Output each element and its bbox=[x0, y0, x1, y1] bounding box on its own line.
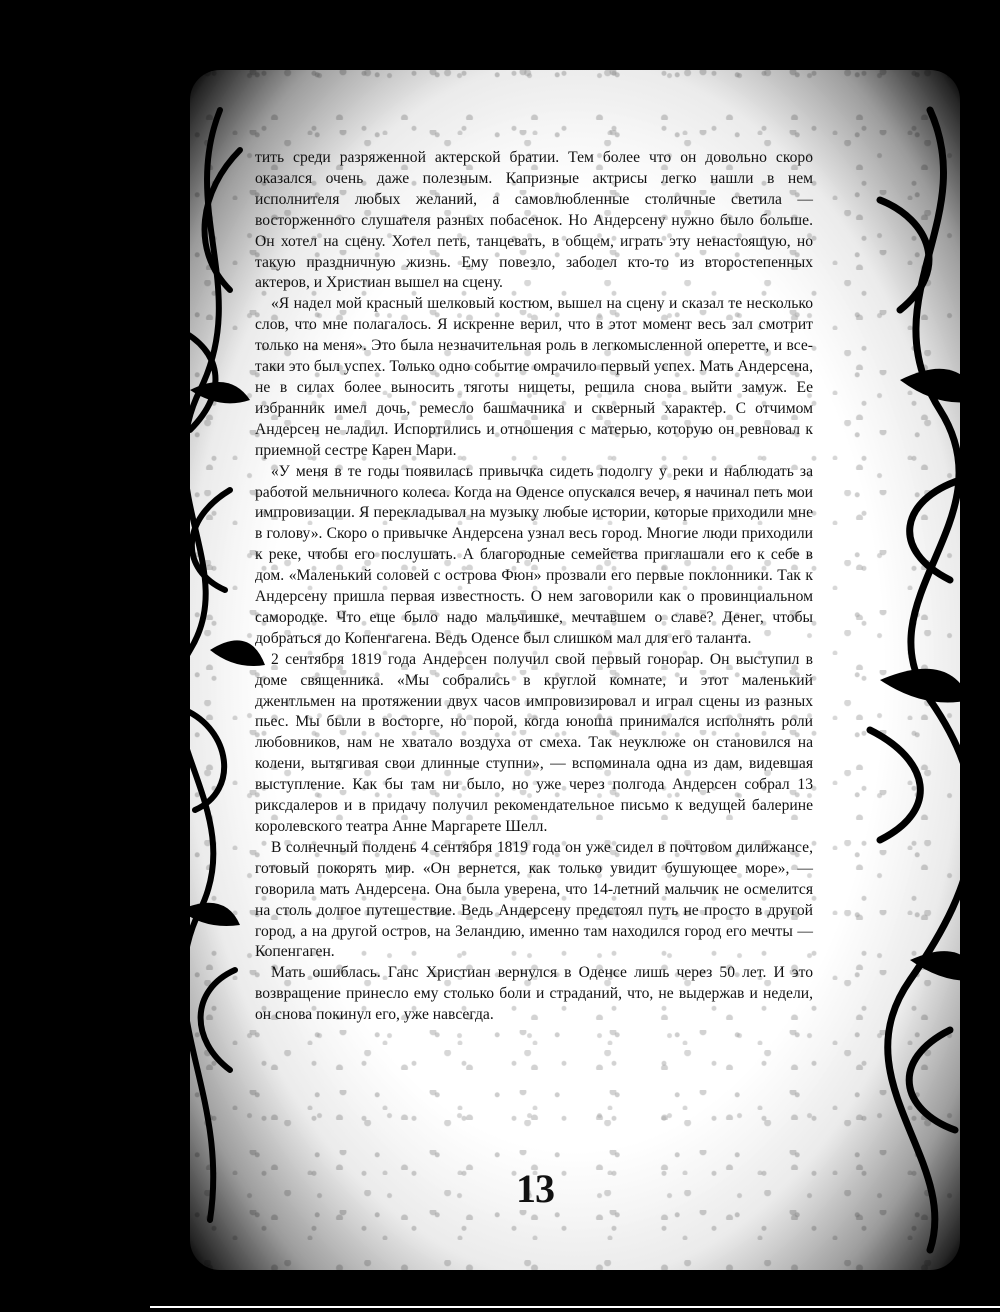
paragraph-4: 2 сентября 1819 года Андерсен получил свой первый гонорар. Он выступил в доме священника. «Мы собрались в круглой комнате, и этот маленький джентльмен на протяжении двух часов импровизировал и играл сцены из разных пьес. Мы были в восторге, но порой, когда юноша принимался исполнять роли любовников, нам не хватало воздуха от смеха. Так неуклюже он становился на колени, вытягивая свои длинные ступни», — вспоминала одна из дам, видевшая выступление. Как бы там ни было, но уже через полгода Андерсен собрал 13 риксдалеров и в придачу получил рекомендательное письмо к ведущей балерине королевского театра Анне Маргарете Шелл. bbox=[255, 650, 813, 835]
left-flourish-ornament bbox=[160, 90, 270, 1240]
page-number: 13 bbox=[516, 1166, 554, 1211]
paragraph-5: В солнечный полдень 4 сентября 1819 года он уже сидел в почтовом дилижансе, готовый покорять мир. «Он вернется, как только увидит бушующее море», — говорила мать Андерсена. Она была уверена, что 14-летний мальчик не осмелится на столь долгое путешествие. Ведь Андерсену предстоял путь не просто в другой город, а на другой остров, на Зеландию, именно там находился город его мечты — Копенгаген. bbox=[255, 838, 813, 961]
paragraph-2: «Я надел мой красный шелковый костюм, вышел на сцену и сказал те несколько слов, что мне полагалось. Я искренне верил, что в этот момент весь зал смотрит только на меня». Это была незначительная роль в легкомысленной оперетте, и все-таки это был успех. Только одно событие омрачило первый успех. Мать Андерсена, не в силах более выносить тяготы нищеты, решила снова выйти замуж. Ее избранник имел дочь, ремесло башмачника и скверный характер. С отчимом Андерсен не ладил. Испортились и отношения с матерью, которую он ревновал к приемной сестре Карен Мари. bbox=[255, 295, 813, 459]
paragraph-6: Мать ошиблась. Ганс Христиан вернулся в Оденсе лишь через 50 лет. И это возвращение принесло ему столько боли и страданий, что, не выдержав и недели, он снова покинул его, уже навсегда. bbox=[255, 964, 813, 1024]
bottom-divider bbox=[150, 1306, 1000, 1308]
paragraph-1: тить среди разряженной актерской братии. Тем более что он довольно скоро оказался очень даже полезным. Капризные актрисы легко нашли в нем исполнителя любых желаний, а самовлюбленные столичные светила — восторженного слушателя разных побасенок. Но Андерсену нужно было больше. Он хотел на сцену. Хотел петь, танцевать, в общем, играть эту ненастоящую, но такую праздничную жизнь. Ему повезло, заболел кто-то из второстепенных актеров, и Христиан вышел на сцену. bbox=[255, 149, 813, 292]
body-text bbox=[255, 148, 813, 1026]
right-flourish-ornament bbox=[840, 80, 990, 1260]
paragraph-3: «У меня в те годы появилась привычка сидеть подолгу у реки и наблюдать за работой мельничного колеса. Когда на Оденсе опускался вечер, я начинал петь мои импровизации. Я перекладывал на музыку любые истории, которые приходили мне в голову». Скоро о привычке Андерсена узнал весь город. Многие люди приходили к реке, чтобы его послушать. А благородные семейства приглашали его к себе в дом. «Маленький соловей с острова Фюн» прозвали его первые поклонники. Так к Андерсену пришла первая известность. О нем заговорили как о провинциальном самородке. Что еще было надо мальчишке, мечтавшем о славе? Денег, чтобы добраться до Копенгагена. Ведь Оденсе был слишком мал для его таланта. bbox=[255, 462, 813, 647]
